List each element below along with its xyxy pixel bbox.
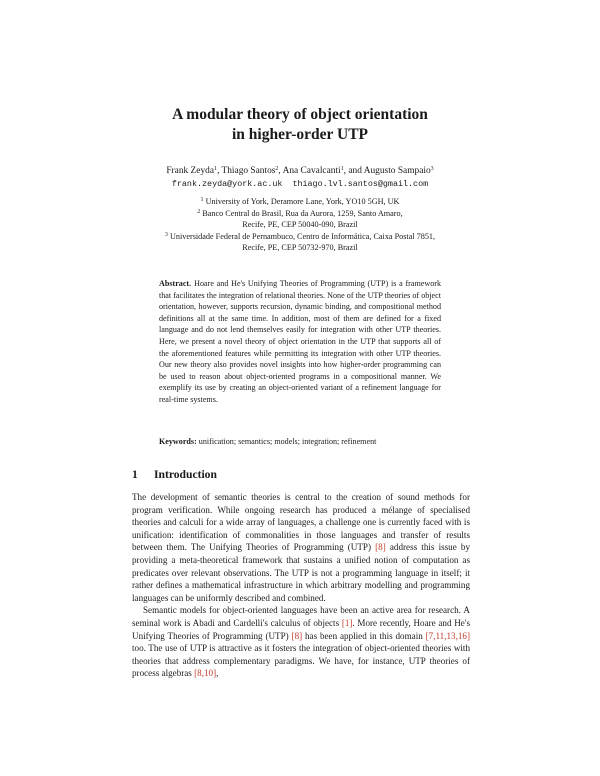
citation-link[interactable]: [8,10] xyxy=(194,668,217,679)
email-address[interactable]: thiago.lvl.santos@gmail.com xyxy=(292,179,429,189)
affiliation-mark: 2 xyxy=(197,208,201,215)
section-title: Introduction xyxy=(154,468,217,481)
author-affiliation-mark: 3 xyxy=(430,166,434,172)
author-name: Augusto Sampaio xyxy=(363,166,431,176)
affiliation-list xyxy=(0,196,600,254)
title-line-2: in higher-order UTP xyxy=(231,126,369,143)
author-separator: , xyxy=(278,166,283,176)
paragraph: Semantic models for object-oriented languages have been an active area for research. A seminal work is Abadi and Cardelli's calculus of objects [1]. More recently, Hoare and He's Unifying Theories of Programming (UTP) [8] has been applied in this domain [7,11,13,16] too. The use of UTP is attractive as it fosters the integration of object-oriented theories with theories that address complementary paradigms. We have, for instance, UTP theories of process algebras [8,10], xyxy=(132,605,470,679)
affiliation-line: Recife, PE, CEP 50040-090, Brazil xyxy=(242,220,358,229)
abstract-label: Abstract. xyxy=(159,279,192,288)
paragraph: The development of semantic theories is central to the creation of sound methods for program verification. While ongoing research has produced a mélange of specialised theories and calculi for a wide array of languages, a challenge one is currently faced with is unification: identification of commonalities in those languages and transfer of results between them. The Unifying Theories of Programming (UTP) [8] address this issue by providing a meta-theoretical framework that sustains a unified notion of computation as predicates over relevant observations. The UTP is not a programming language in itself; it rather defines a mathematical infrastructure in which arbitrary modelling and programming languages can be uniformly described and combined. xyxy=(132,492,470,603)
affiliation-line: $^3$ Universidade Federal de Pernambuco, Centro de Informática, Caixa Postal 7851, xyxy=(164,231,436,241)
paper-title xyxy=(0,105,600,145)
affiliation-mark: 1 xyxy=(200,197,204,203)
author-separator: , and xyxy=(343,166,364,176)
author-emails xyxy=(0,178,600,190)
citation-link[interactable]: [8] xyxy=(375,542,386,553)
author-list xyxy=(0,165,600,177)
title-line-1: A modular theory of object orientation xyxy=(172,106,428,123)
author-name: Thiago Santos xyxy=(221,166,276,176)
section-number: 1 xyxy=(132,468,138,481)
affiliation-line: Recife, PE, CEP 50732-970, Brazil xyxy=(242,243,358,252)
keywords-text: unification; semantics; models; integration; refinement xyxy=(198,437,377,446)
citation-link[interactable]: [1] xyxy=(341,617,353,628)
affiliation-line: $^2$ Banco Central do Brasil, Rua da Aurora, 1259, Santo Amaro, xyxy=(197,208,403,218)
keywords xyxy=(159,436,449,448)
affiliation-line: $^1$ University of York, Deramore Lane, York, YO10 5GH, UK xyxy=(200,197,400,206)
citation-link[interactable]: [8] xyxy=(291,630,303,641)
author-name: Frank Zeyda xyxy=(166,166,214,176)
affiliation-mark: 3 xyxy=(164,231,168,238)
keywords-label: Keywords: xyxy=(159,437,197,446)
body-text xyxy=(132,491,470,680)
author-affiliation-mark: 1 xyxy=(213,166,217,172)
abstract-text: Hoare and He's Unifying Theories of Programming (UTP) is a framework that facilitates the integration of relational theories. None of the UTP theories of object orientation, however, supports recursion, dynamic binding, and compositional method definitions all at the same time. In addition, most of them are defined for a fixed language and do not lend themselves easily for integration with other UTP theories. Here, we present a novel theory of object orientation in the UTP that supports all of the aforementioned features while permitting its integration with other UTP theories. Our new theory also provides novel insights into how higher-order programming can be used to reason about object-oriented programs in a compositional manner. We exemplify its use by creating an object-oriented variant of a refinement language for real-time systems. xyxy=(159,279,441,404)
author-separator: , xyxy=(216,166,222,176)
citation-link[interactable]: [7,11,13,16] xyxy=(425,630,470,641)
author-affiliation-mark: 1 xyxy=(340,166,344,172)
email-address[interactable]: frank.zeyda@york.ac.uk xyxy=(171,179,283,189)
author-name: Ana Cavalcanti xyxy=(282,166,341,176)
abstract xyxy=(159,278,441,406)
author-affiliation-mark: 2 xyxy=(275,166,279,172)
section-heading xyxy=(132,468,217,482)
